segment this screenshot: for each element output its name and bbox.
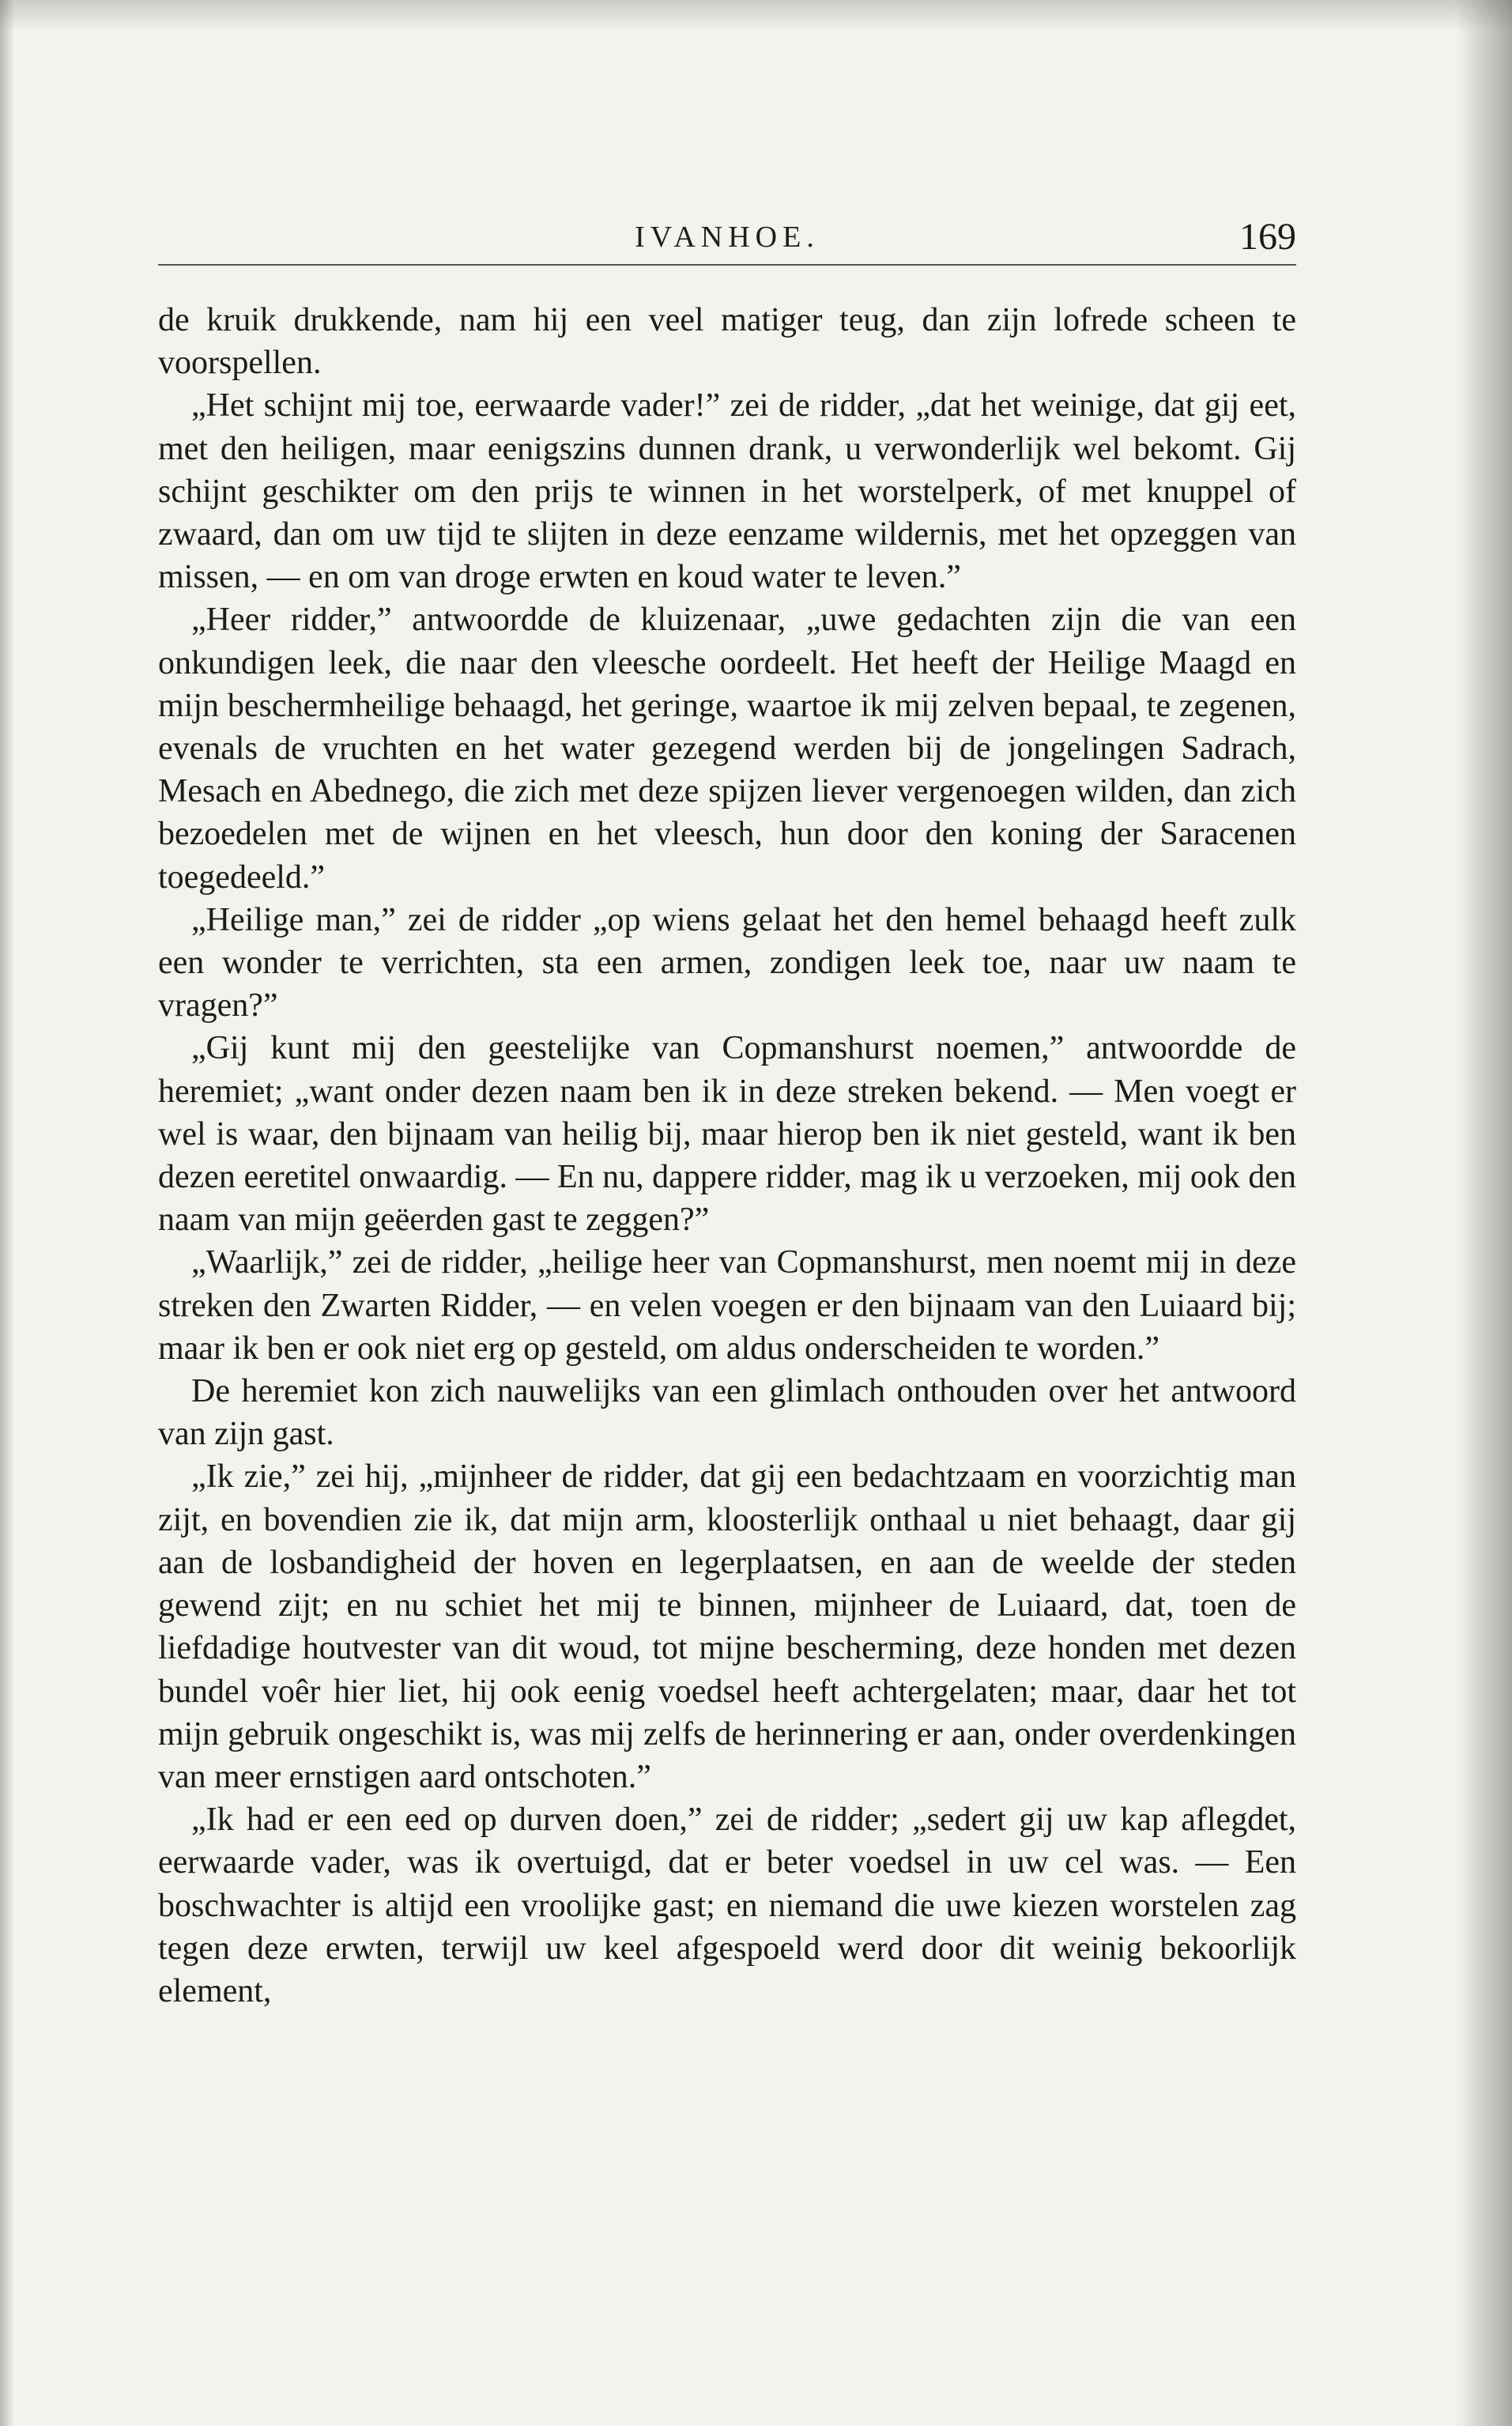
paragraph-2: „Het schijnt mij toe, eerwaarde vader!” zei de ridder, „dat het weinige, dat gij eet, met den heiligen, maar eenigszins dunnen drank, u verwonderlijk wel bekomt. Gij schijnt geschikter om den prijs te winnen in het worstelperk, of met knuppel of zwaard, dan om uw tijd te slijten in deze eenzame wildernis, met het opzeggen van missen, — en om van droge erwten en koud water te leven.”	[158, 387, 1296, 596]
paragraph-6: „Waarlijk,” zei de ridder, „heilige heer van Copmanshurst, men noemt mij in deze streken den Zwarten Ridder, — en velen voegen er den bijnaam van den Luiaard bij; maar ik ben er ook niet erg op gesteld, om aldus onderscheiden te worden.”	[158, 1244, 1296, 1367]
running-title: IVANHOE.	[635, 221, 820, 254]
paragraph-9: „Ik had er een eed op durven doen,” zei de ridder; „sedert gij uw kap aflegdet, eerwaarde vader, was ik overtuigd, dat er beter voedsel in uw cel was. — Een boschwachter is altijd een vroolijke gast; en niemand die uwe kiezen worstelen zag tegen deze erwten, terwijl uw keel afgespoeld werd door dit weinig bekoorlijk element,	[158, 1802, 1296, 2009]
page-edge-shadow-right	[1457, 0, 1512, 2426]
paragraph-1: de kruik drukkende, nam hij een veel matiger teug, dan zijn lofrede scheen te voorspellen.	[158, 302, 1296, 382]
paragraph-5: „Gij kunt mij den geestelijke van Copmanshurst noemen,” antwoordde de heremiet; „want onder dezen naam ben ik in deze streken bekend. — Men voegt er wel is waar, den bijnaam van heilig bij, maar hierop ben ik niet gesteld, want ik ben dezen eeretitel onwaardig. — En nu, dappere ridder, mag ik u verzoeken, mij ook den naam van mijn geëerden gast te zeggen?”	[158, 1030, 1296, 1239]
paragraph-7: De heremiet kon zich nauwelijks van een glimlach onthouden over het antwoord van zijn gast.	[158, 1373, 1296, 1453]
body-text	[158, 299, 1296, 2013]
paragraph-4: „Heilige man,” zei de ridder „op wiens gelaat het den hemel behaagd heeft zulk een wonder te verrichten, sta een armen, zondigen leek toe, naar uw naam te vragen?”	[158, 901, 1296, 1024]
page-number: 169	[1239, 216, 1296, 258]
paragraph-8: „Ik zie,” zei hij, „mijnheer de ridder, dat gij een bedachtzaam en voorzichtig man zijt, en bovendien zie ik, dat mijn arm, kloosterlijk onthaal u niet behaagt, daar gij aan de losbandigheid der hoven en legerplaatsen, en aan de weelde der steden gewend zijt; en nu schiet het mij te binnen, mijnheer de Luiaard, dat, toen de liefdadige houtvester van dit woud, tot mijne bescherming, deze honden met dezen bundel voêr hier liet, hij ook eenig voedsel heeft achtergelaten; maar, daar het tot mijn gebruik ongeschikt is, was mij zelfs de herinnering er aan, onder overdenkingen van meer ernstigen aard ontschoten.”	[158, 1458, 1296, 1795]
paragraph-3: „Heer ridder,” antwoordde de kluizenaar, „uwe gedachten zijn die van een onkundigen leek, die naar den vleesche oordeelt. Het heeft der Heilige Maagd en mijn beschermheilige behaagd, het geringe, waartoe ik mij zelven bepaal, te zegenen, evenals de vruchten en het water gezegend werden bij de jongelingen Sadrach, Mesach en Abednego, die zich met deze spijzen liever vergenoegen wilden, dan zich bezoedelen met de wijnen en het vleesch, hun door den koning der Saracenen toegedeeld.”	[158, 602, 1296, 896]
page-edge-shadow-top	[0, 0, 1512, 32]
page-header	[158, 215, 1296, 270]
header-rule	[158, 264, 1296, 266]
page-edge-shadow-left	[0, 0, 14, 2426]
